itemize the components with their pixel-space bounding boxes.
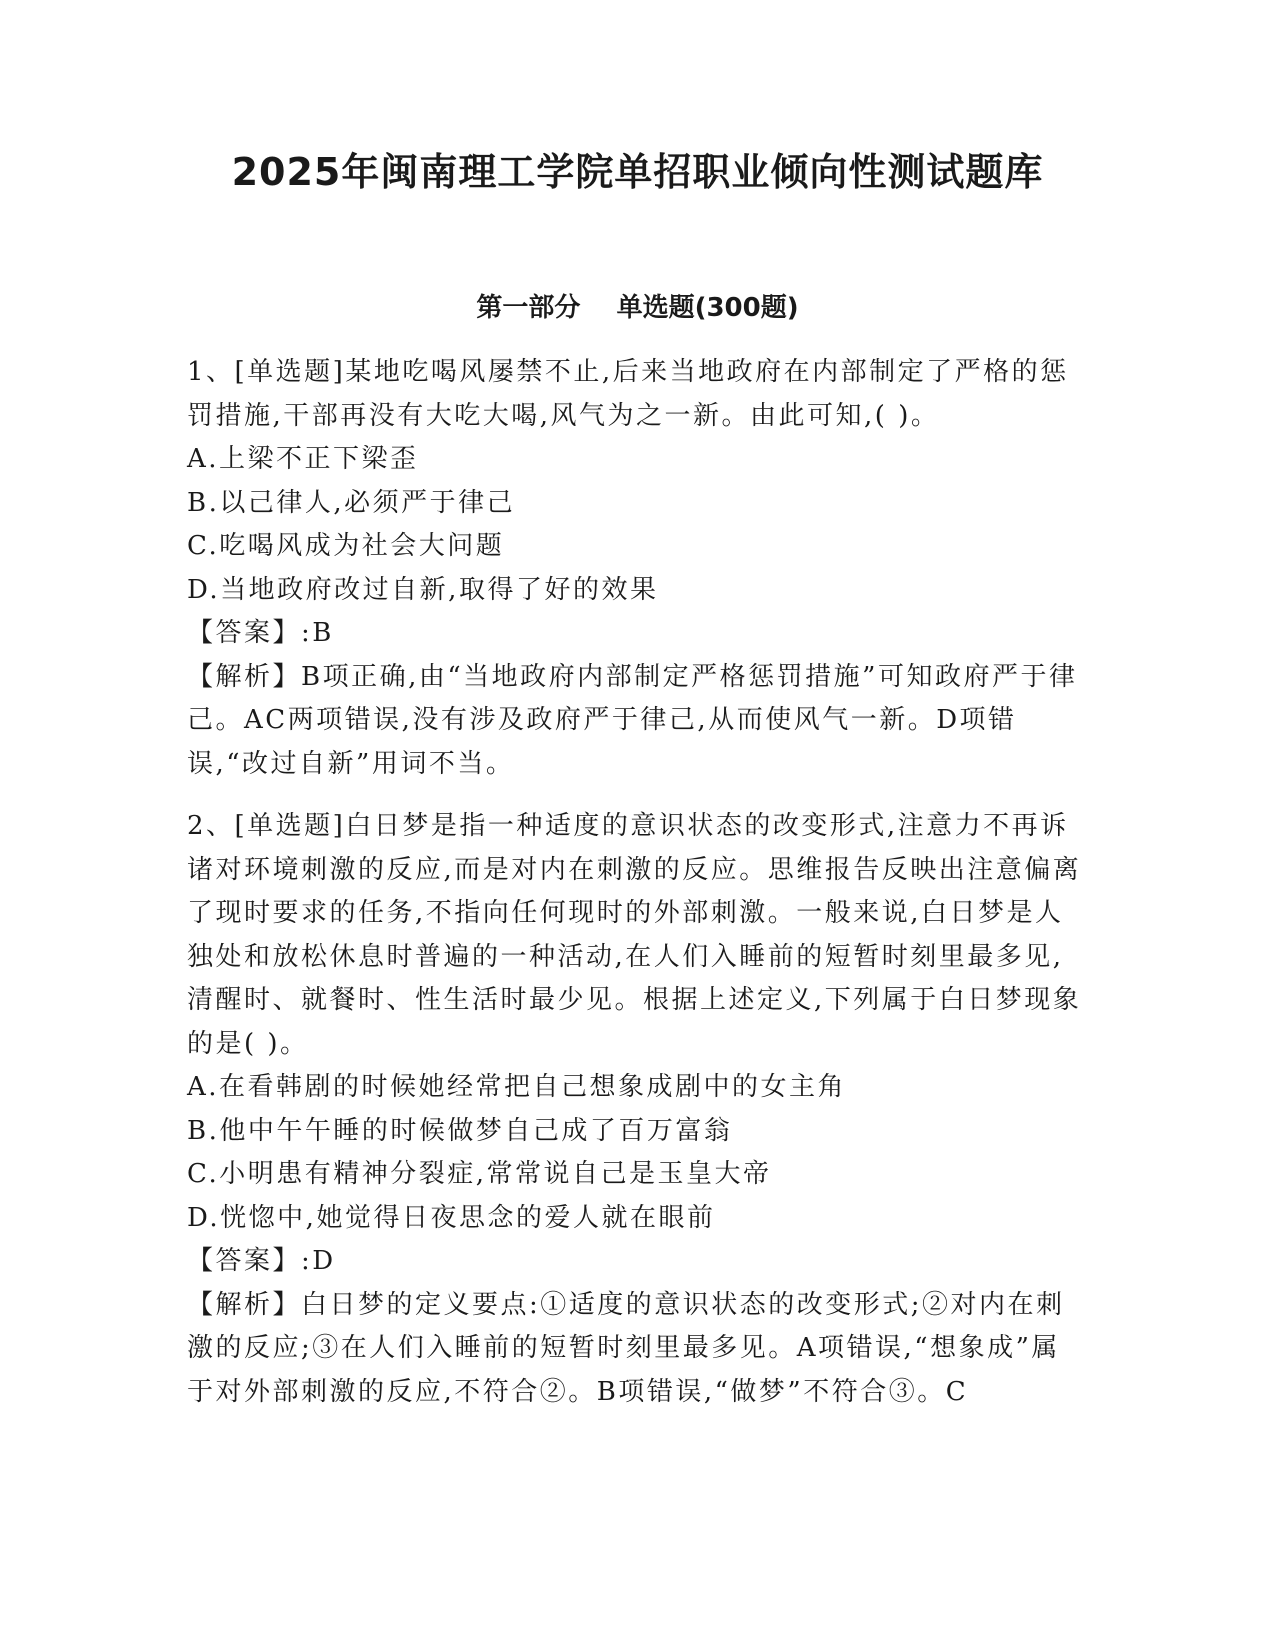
option-b: B.以己律人,必须严于律己 <box>187 487 516 518</box>
analysis-label: 【解析】 <box>187 661 302 692</box>
answer-line <box>187 1240 1087 1284</box>
option-c: C.吃喝风成为社会大问题 <box>187 531 505 561</box>
document-title: 2025年闽南理工学院单招职业倾向性测试题库 <box>231 150 1044 194</box>
option-d: D.当地政府改过自新,取得了好的效果 <box>187 574 659 605</box>
option-d: D.恍惚中,她觉得日夜思念的爱人就在眼前 <box>187 1202 716 1233</box>
analysis-text: 白日梦的定义要点:①适度的意识状态的改变形式;②对内在刺激的反应;③在人们入睡前的短暂时刻里最多见。A项错误,“想象成”属于对外部刺激的反应,不符合②。B项错误,“做梦”不符合③。C <box>187 1289 1065 1407</box>
answer-label: 【答案】 <box>187 1246 302 1276</box>
question-2 <box>187 805 1087 1414</box>
analysis-label: 【解析】 <box>187 1289 302 1320</box>
option-a: A.上梁不正下梁歪 <box>187 444 419 474</box>
question-1 <box>187 351 1087 786</box>
option-b: B.他中午午睡的时候做梦自己成了百万富翁 <box>187 1115 733 1146</box>
section-title: 第一部分 单选题(300题) <box>476 293 799 323</box>
option-a: A.在看韩剧的时候她经常把自己想象成剧中的女主角 <box>187 1072 847 1102</box>
question-stem: 1、[单选题]某地吃喝风屡禁不止,后来当地政府在内部制定了严格的惩罚措施,干部再没有大吃大喝,风气为之一新。由此可知,( )。 <box>187 357 1069 431</box>
analysis-line <box>187 1284 1087 1415</box>
option-c: C.小明患有精神分裂症,常常说自己是玉皇大帝 <box>187 1159 772 1189</box>
answer-line <box>187 612 1087 656</box>
question-list <box>187 351 1087 1433</box>
question-stem: 2、[单选题]白日梦是指一种适度的意识状态的改变形式,注意力不再诉诸对环境刺激的反应,而是对内在刺激的反应。思维报告反映出注意偏离了现时要求的任务,不指向任何现时的外部刺激。一般来说,白日梦是人独处和放松休息时普遍的一种活动,在人们入睡前的短暂时刻里最多见,清醒时、就餐时、性生活时最少见。根据上述定义,下列属于白日梦现象的是( )。 <box>187 811 1082 1059</box>
analysis-text: B项正确,由“当地政府内部制定严格惩罚措施”可知政府严于律己。AC两项错误,没有涉及政府严于律己,从而使风气一新。D项错误,“改过自新”用词不当。 <box>187 661 1078 779</box>
answer-value: :B <box>301 618 334 648</box>
answer-value: :D <box>301 1246 336 1276</box>
analysis-line <box>187 656 1087 787</box>
answer-label: 【答案】 <box>187 618 302 648</box>
